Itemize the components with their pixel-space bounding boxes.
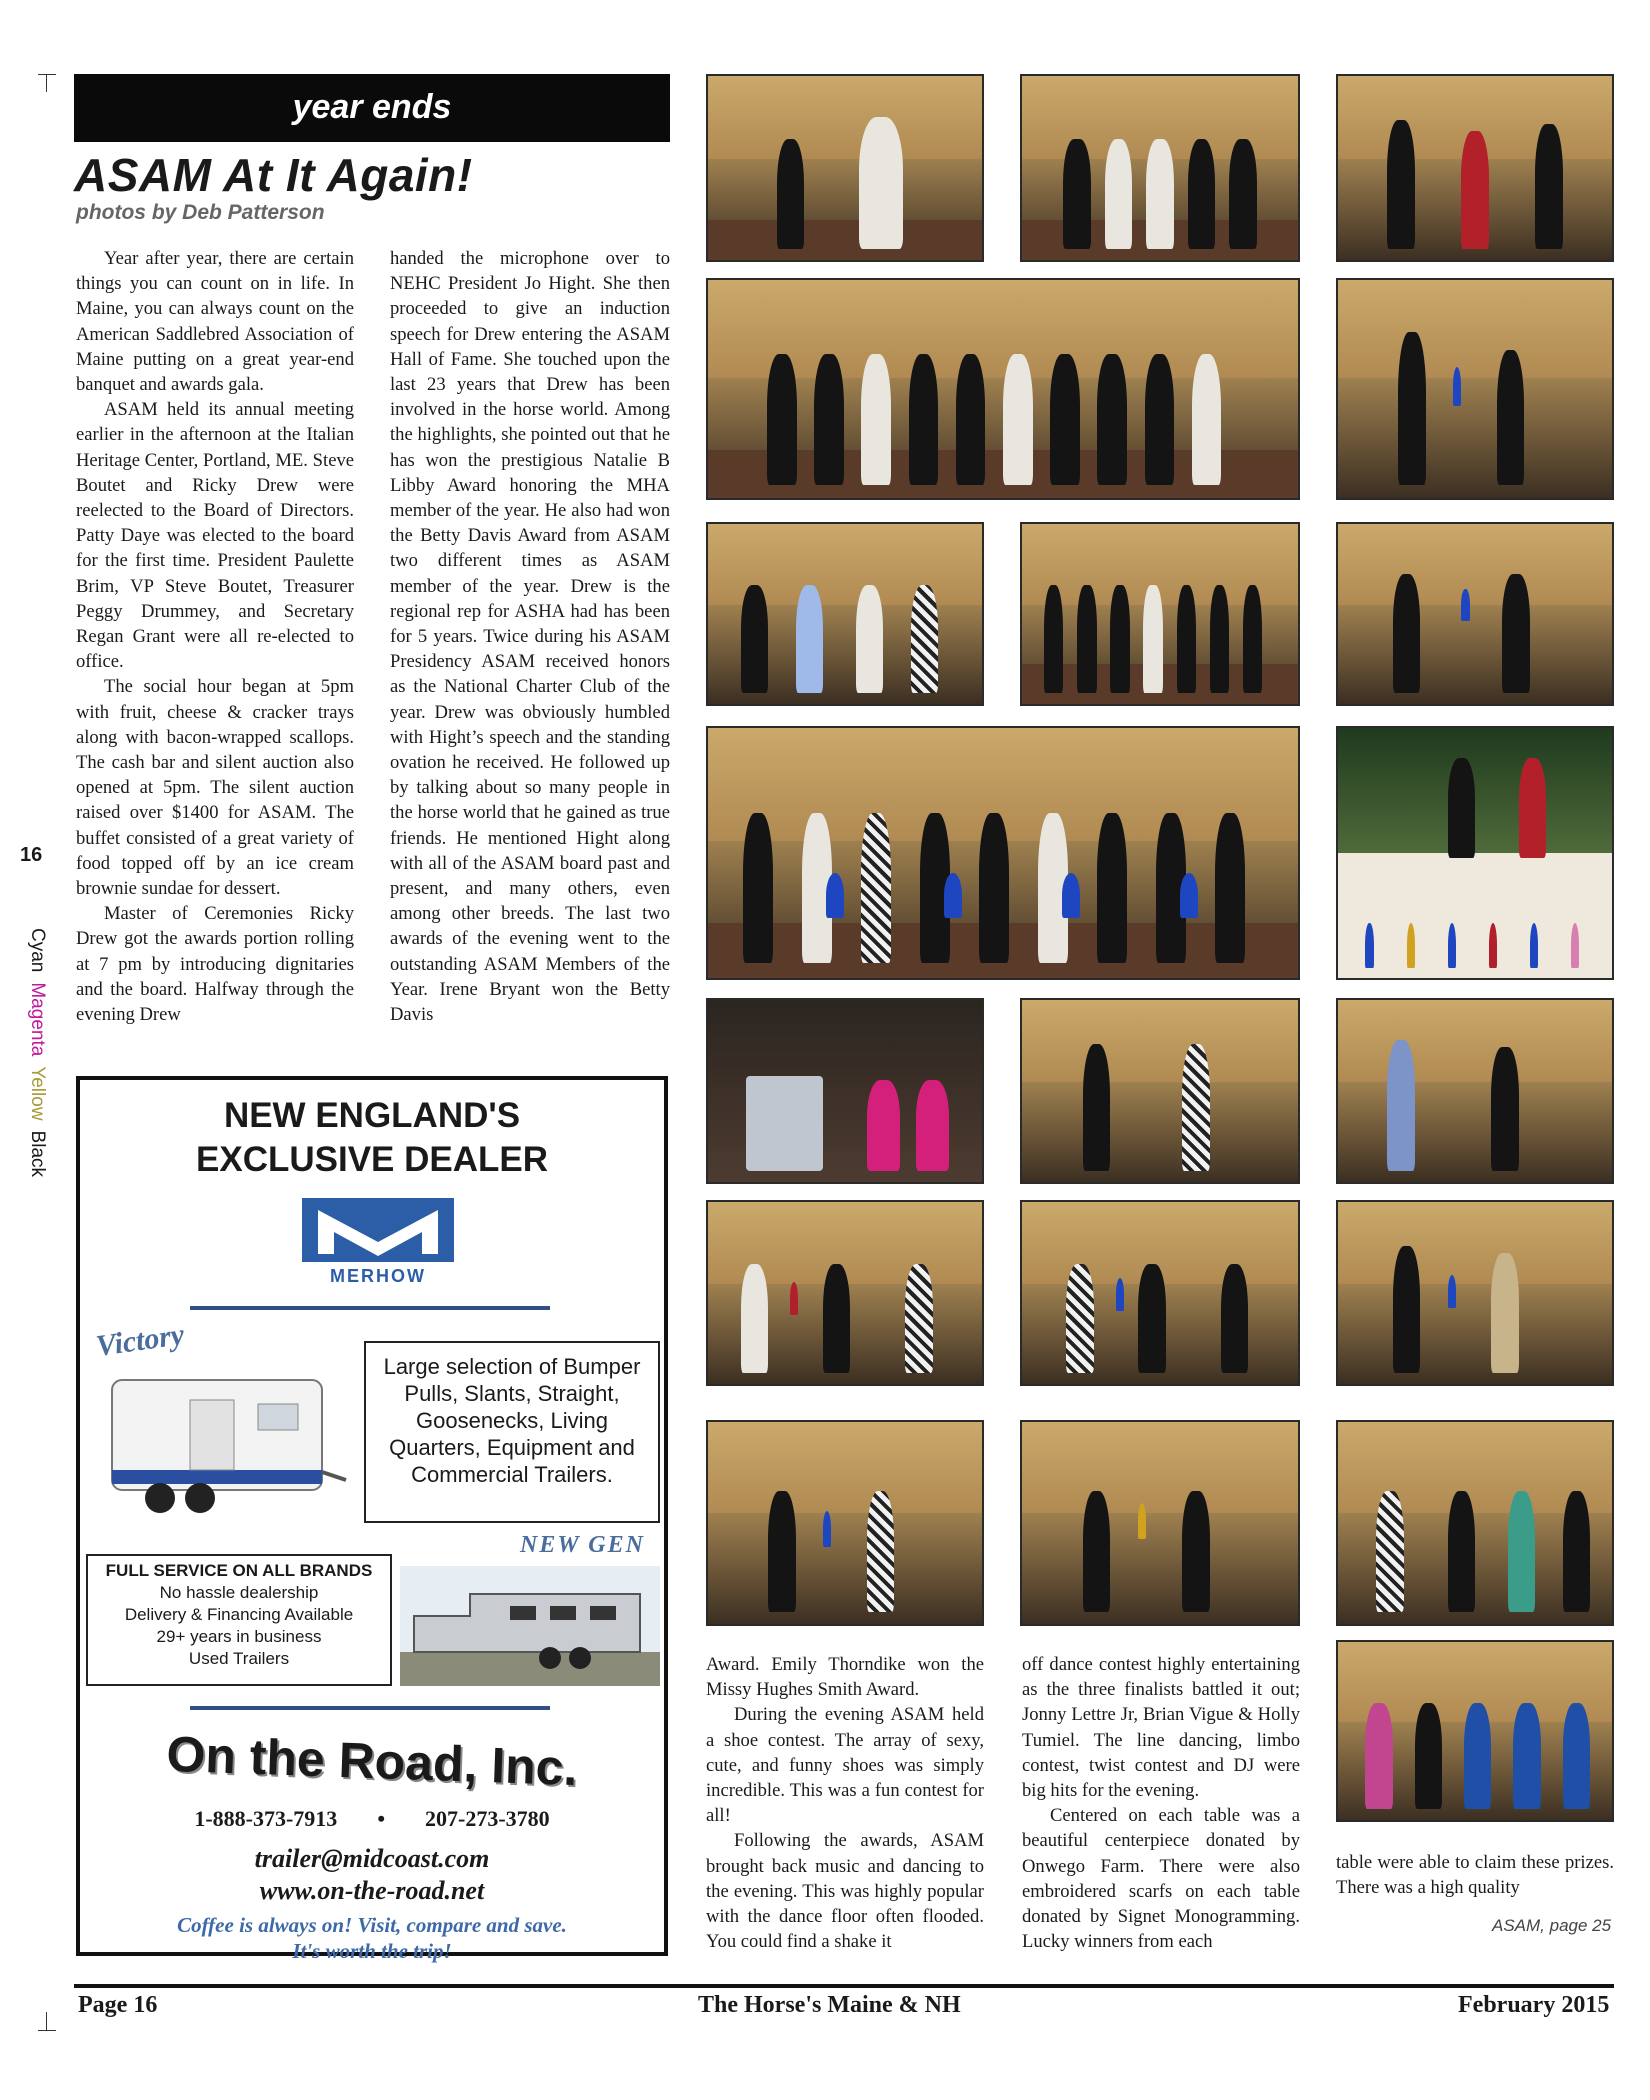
victory-script: Victory — [94, 1318, 187, 1363]
side-page-number: 16 — [20, 844, 43, 866]
selection-box: Large selection of Bumper Pulls, Slants, Straight, Goosenecks, Living Quarters, Equipment and Commercial Trailers. — [364, 1341, 660, 1523]
paragraph: Master of Ceremonies Ricky Drew got the awards portion rolling at 7 pm by introducing dignitaries and the board. Halfway through the evening Drew — [76, 903, 354, 1026]
footer-page: Page 16 — [78, 1992, 158, 2018]
photo — [1336, 1420, 1614, 1626]
service-box — [86, 1554, 392, 1686]
ad-headline-line: NEW ENGLAND'S — [223, 1096, 521, 1135]
service-line: 29+ years in business — [156, 1627, 322, 1646]
crop-mark — [46, 2012, 47, 2030]
photo — [706, 74, 984, 262]
group-photo — [1336, 1640, 1614, 1822]
color-label-cyan: Cyan — [27, 928, 48, 973]
article-column-3 — [706, 1652, 984, 1954]
paragraph: During the evening ASAM held a shoe contest. The array of sexy, cute, and funny shoes was simply incredible. This was a fun contest for all! — [706, 1704, 984, 1827]
paragraph: Centered on each table was a beautiful centerpiece donated by Onwego Farm. There were also embroidered scarfs on each table donated by Signet Monogramming. Lucky winners from each — [1022, 1805, 1300, 1953]
photo — [706, 1420, 984, 1626]
shoe-contest-photo — [706, 998, 984, 1184]
email: trailer@midcoast.com — [254, 1844, 490, 1873]
paragraph: off dance contest highly entertaining as the three finalists battled it out; Jonny Lettre Jr, Brian Vigue & Holly Tumiel. The line dancing, limbo contest, twist contest and DJ were big hits for the evening. — [1022, 1654, 1300, 1802]
phone-separator: • — [377, 1806, 386, 1831]
crop-mark — [38, 2030, 56, 2031]
photo — [1020, 998, 1300, 1184]
photo — [1336, 1200, 1614, 1386]
color-label-black: Black — [27, 1130, 48, 1178]
crop-mark — [46, 74, 47, 92]
newgen-script: NEW GEN — [520, 1532, 645, 1558]
website: www.on-the-road.net — [259, 1876, 485, 1905]
paragraph: table were able to claim these prizes. There was a high quality — [1336, 1852, 1614, 1899]
divider — [190, 1306, 550, 1310]
continued-line: ASAM, page 25 — [1492, 1916, 1612, 1935]
photo — [1020, 74, 1300, 262]
footer-rule — [74, 1984, 1614, 1988]
photo — [1336, 522, 1614, 706]
photo — [1020, 1200, 1300, 1386]
phone-numbers — [80, 1806, 664, 1832]
group-photo — [706, 726, 1300, 980]
paragraph: Year after year, there are certain things you can count on in life. In Maine, you can always count on the American Saddlebred Association of Maine putting on a great year-end banquet and awards gala. — [76, 248, 354, 396]
article-column-1 — [76, 246, 354, 1027]
color-label-magenta: Magenta — [27, 982, 48, 1057]
paragraph: Following the awards, ASAM brought back music and dancing to the evening. This was highly popular with the dance floor often flooded. You could find a shake it — [706, 1830, 984, 1953]
service-line: Delivery & Financing Available — [124, 1605, 354, 1624]
ad-headline — [80, 1094, 664, 1182]
color-registration-bar — [26, 928, 48, 1187]
ad-headline-line: EXCLUSIVE DEALER — [196, 1140, 548, 1179]
color-label-yellow: Yellow — [27, 1066, 48, 1121]
article-column-4 — [1022, 1652, 1300, 1954]
article-headline: ASAM At It Again! — [74, 149, 473, 201]
paragraph: The social hour began at 5pm with fruit, cheese & cracker trays along with bacon-wrapped scallops. The cash bar and silent auction also opened at 5pm. The silent auction raised over $1400 for ASAM. The buffet consisted of a great variety of food topped off by an ice cream brownie sundae for dessert. — [76, 676, 354, 900]
trophy-table-photo — [1336, 726, 1614, 980]
photo — [1336, 998, 1614, 1184]
section-header: year ends — [74, 74, 670, 142]
group-photo — [1020, 522, 1300, 706]
photo — [706, 522, 984, 706]
company-name: On the Road, Inc. — [165, 1725, 579, 1797]
photo — [1336, 74, 1614, 262]
slogan: It's worth the trip! — [292, 1939, 452, 1963]
service-line: Used Trailers — [188, 1649, 290, 1668]
photo — [1336, 278, 1614, 500]
service-title: FULL SERVICE ON ALL BRANDS — [105, 1561, 373, 1580]
footer-publication: The Horse's Maine & NH — [698, 1992, 961, 2018]
dealer-ad — [76, 1076, 668, 1963]
footer-date: February 2015 — [1458, 1992, 1610, 2018]
article-column-5 — [1336, 1850, 1614, 1900]
trailer-icon — [100, 1362, 350, 1532]
phone-number: 1-888-373-7913 — [194, 1806, 338, 1831]
gooseneck-trailer-icon — [400, 1566, 660, 1686]
crop-mark — [38, 74, 56, 75]
paragraph: ASAM held its annual meeting earlier in the afternoon at the Italian Heritage Center, Portland, ME. Steve Boutet and Ricky Drew were reelected to the Board of Directors. Patty Daye was elected to the board for the first time. President Paulette Brim, VP Steve Boutet, Treasurer Peggy Drummey, and Secretary Regan Grant were all re-elected to office. — [76, 399, 354, 673]
service-line: No hassle dealership — [159, 1583, 319, 1602]
group-photo — [706, 278, 1300, 500]
paragraph: Award. Emily Thorndike won the Missy Hughes Smith Award. — [706, 1654, 984, 1701]
slogan: Coffee is always on! Visit, compare and save. — [177, 1913, 567, 1937]
photo — [706, 1200, 984, 1386]
phone-number: 207-273-3780 — [425, 1806, 550, 1831]
article-column-2 — [390, 246, 670, 1027]
paragraph: handed the microphone over to NEHC President Jo Hight. She then proceeded to give an induction speech for Drew entering the ASAM Hall of Fame. She touched upon the last 23 years that Drew has been involved in the horse world. Among the highlights, she pointed out that he has won the prestigious Natalie B Libby Award honoring the MHA member of the year. He also had won the Betty Davis Award from ASAM two different times as ASAM member of the year. Drew is the regional rep for ASHA had has been for 5 years. Twice during his ASAM Presidency ASAM received honors as the National Charter Club of the year. Drew was obviously humbled with Hight’s speech and the standing ovation he received. He followed up by talking about so many people in the horse world that he gained as true friends. He mentioned Hight along with all of the ASAM board past and present, and many others, even among other breeds. The last two awards of the evening went to the outstanding ASAM Members of the Year. Irene Bryant won the Betty Davis — [390, 248, 670, 1026]
photo — [1020, 1420, 1300, 1626]
photo-credit: photos by Deb Patterson — [76, 201, 325, 224]
divider — [190, 1706, 550, 1710]
merhow-logo-text: MERHOW — [330, 1266, 426, 1286]
